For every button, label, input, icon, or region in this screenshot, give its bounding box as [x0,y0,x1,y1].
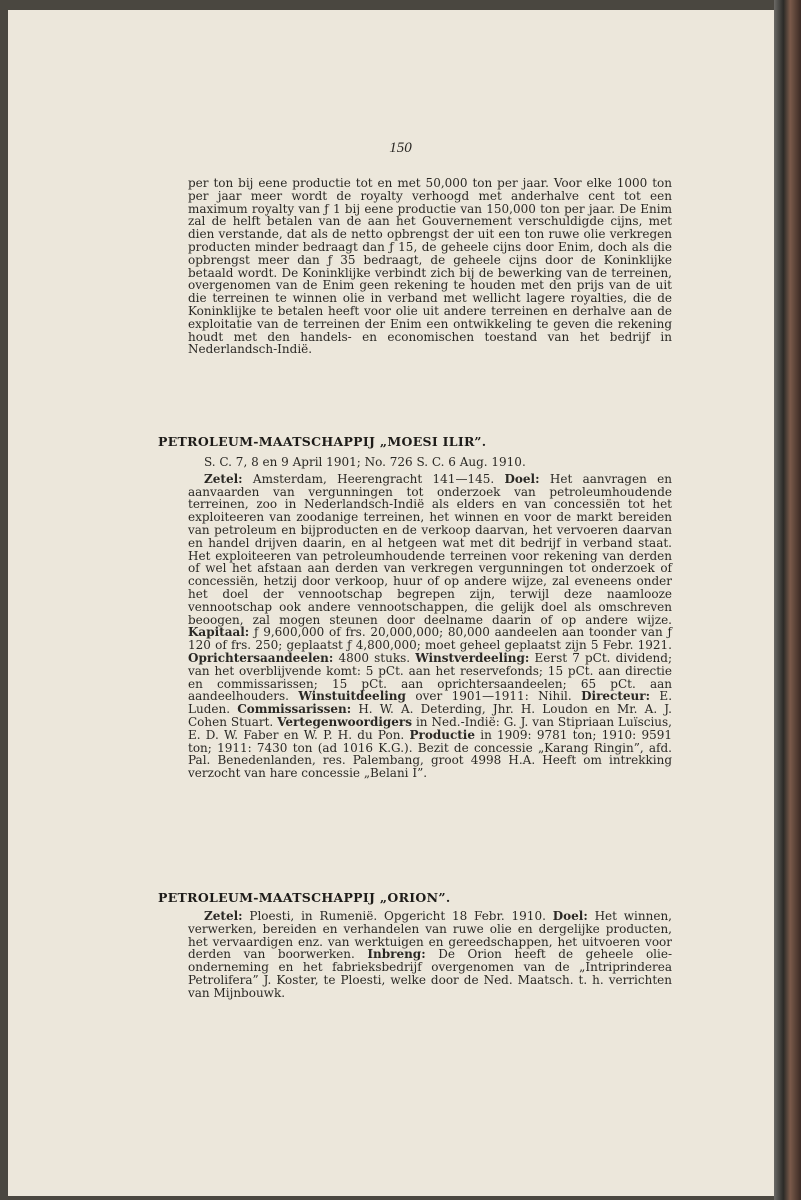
section-heading-moesi-ilir: PETROLEUM-MAATSCHAPPIJ „MOESI ILIR”. [158,434,487,449]
doel-label: Doel: [504,471,540,486]
orion-doel-label: Doel: [552,909,588,923]
productie-label: Productie [409,727,475,742]
section-heading-orion: PETROLEUM-MAATSCHAPPIJ „ORION”. [158,890,451,905]
intro-paragraph [188,177,672,356]
directeur-label: Directeur: [581,689,651,704]
winstverdeeling-label: Winstverdeeling: [415,650,530,665]
book-spine [774,0,801,1200]
oprichters-label: Oprichtersaandeelen: [188,650,334,665]
page-number: 150 [389,140,412,156]
winstuitdeeling-label: Winstuitdeeling [298,689,406,704]
section-moesi-ilir-body [188,456,672,780]
inbreng-label: Inbreng: [367,947,426,962]
kapitaal-label: Kapitaal: [188,625,250,640]
intro-text: per ton bij eene productie tot en met 50,000 ton per jaar. Voor elke 1000 ton per jaar meer wordt de royalty verhoogd met anderhalve cent tot een maximum royalty van ƒ 1 bij eene productie van 150,000 ton per jaar. De Enim zal de helft betalen van de aan het Gouvernement verschuldigde cijns, met dien verstande, dat als de netto opbrengst der uit een ton ruwe olie verkregen producten minder bedraagt dan ƒ 15, de geheele cijns door Enim, doch als die opbrengst meer dan ƒ 35 bedraagt, de geheele cijns door de Koninklijke betaald wordt. De Koninklijke verbindt zich bij de bewerking van de terreinen, overgenomen van de Enim geen rekening te houden met den prijs van de uit die terreinen te winnen olie in verband met wellicht lagere royalties, die de Koninklijke te betalen heeft voor olie uit andere terreinen en derhalve aan de exploitatie van de terreinen der Enim een ontwikkeling te geven die rekening houdt met den handels- en economischen toestand van het bedrijf in Nederlandsch-Indië. [188,176,672,357]
commissarissen-label: Commissarissen: [237,702,352,717]
orion-zetel-label: Zetel: [204,909,243,923]
vertegenwoordigers-label: Vertegenwoordigers [277,714,412,729]
moesi-ilir-details: Zetel: Amsterdam, Heerengracht 141—145. Doel: Het aanvragen en aanvaarden van vergunningen tot onderzoek van petroleumhoudende terreinen, zoo in Nederlandsch-Indië als elders en van concessiën tot het exploiteeren van zoodanige terreinen, het winnen en voor de markt bereiden van petroleum en bijproducten en de verkoop daarvan, het vervoeren daarvan en handel drijven daarin, en al hetgeen wat met dit bedrijf in verband staat. Het exploiteeren van petroleumhoudende terreinen voor rekening van derden of wel het afstaan aan derden van verkregen vergunningen tot onderzoek of concessiën, hetzij door verkoop, huur of op andere wijze, zal eveneens onder het doel der vennootschap begrepen zijn, terwijl deze naamlooze vennootschap ook andere vennootschappen, die gelijk doel als omschreven beoogen, zal mogen steunen door deelname daarin of op andere wijze. Kapitaal: ƒ 9,600,000 of frs. 20,000,000; 80,000 aandeelen aan toonder van ƒ 120 of frs. 250; geplaatst ƒ 4,800,000; moet geheel geplaatst zijn 5 Febr. 1921. Oprichtersaandeelen: 4800 stuks. Winstverdeeling: Eerst 7 pCt. dividend; van het overblijvende komt: 5 pCt. aan het reservefonds; 15 pCt. aan directie en commissarissen; 15 pCt. aan oprichtersaandeelen; 65 pCt. aan aandeelhouders. Winstuitdeeling over 1901—1911: Nihil. Directeur: E. Luden. Commissarissen: H. W. A. Deterding, Jhr. H. Loudon en Mr. A. J. Cohen Stuart. Vertegenwoordigers in Ned.-Indië: G. J. van Stipriaan Luïscius, E. D. W. Faber en W. P. H. du Pon. Productie in 1909: 9781 ton; 1910: 9591 ton; 1911: 7430 ton (ad 1016 K.G.). Bezit de concessie „Karang Ringin”, afd. Pal. Benedenlanden, res. Palembang, groot 4998 H.A. Heeft om intrekking verzocht van hare concessie „Belani I”. [188,471,673,781]
moesi-ilir-reference: S. C. 7, 8 en 9 April 1901; No. 726 S. C. 6 Aug. 1910. [204,455,526,469]
section-orion-body [188,910,672,1000]
orion-details: Zetel: Ploesti, in Rumenië. Opgericht 18 Febr. 1910. Doel: Het winnen, verwerken, bereiden en verhandelen van ruwe olie en dergelijke producten, het vervaardigen enz. van werktuigen en gereedschappen, het uitvoeren voor derden van boorwerken. Inbreng: De Orion heeft de geheele olie-onderneming en het fabrieksbedrijf overgenomen van de „Intriprinderea Petrolifera” J. Koster, te Ploesti, welke door de Ned. Maatsch. t. h. verrichten van Mijnbouwk. [188,909,672,1000]
zetel-label: Zetel: [204,471,243,486]
